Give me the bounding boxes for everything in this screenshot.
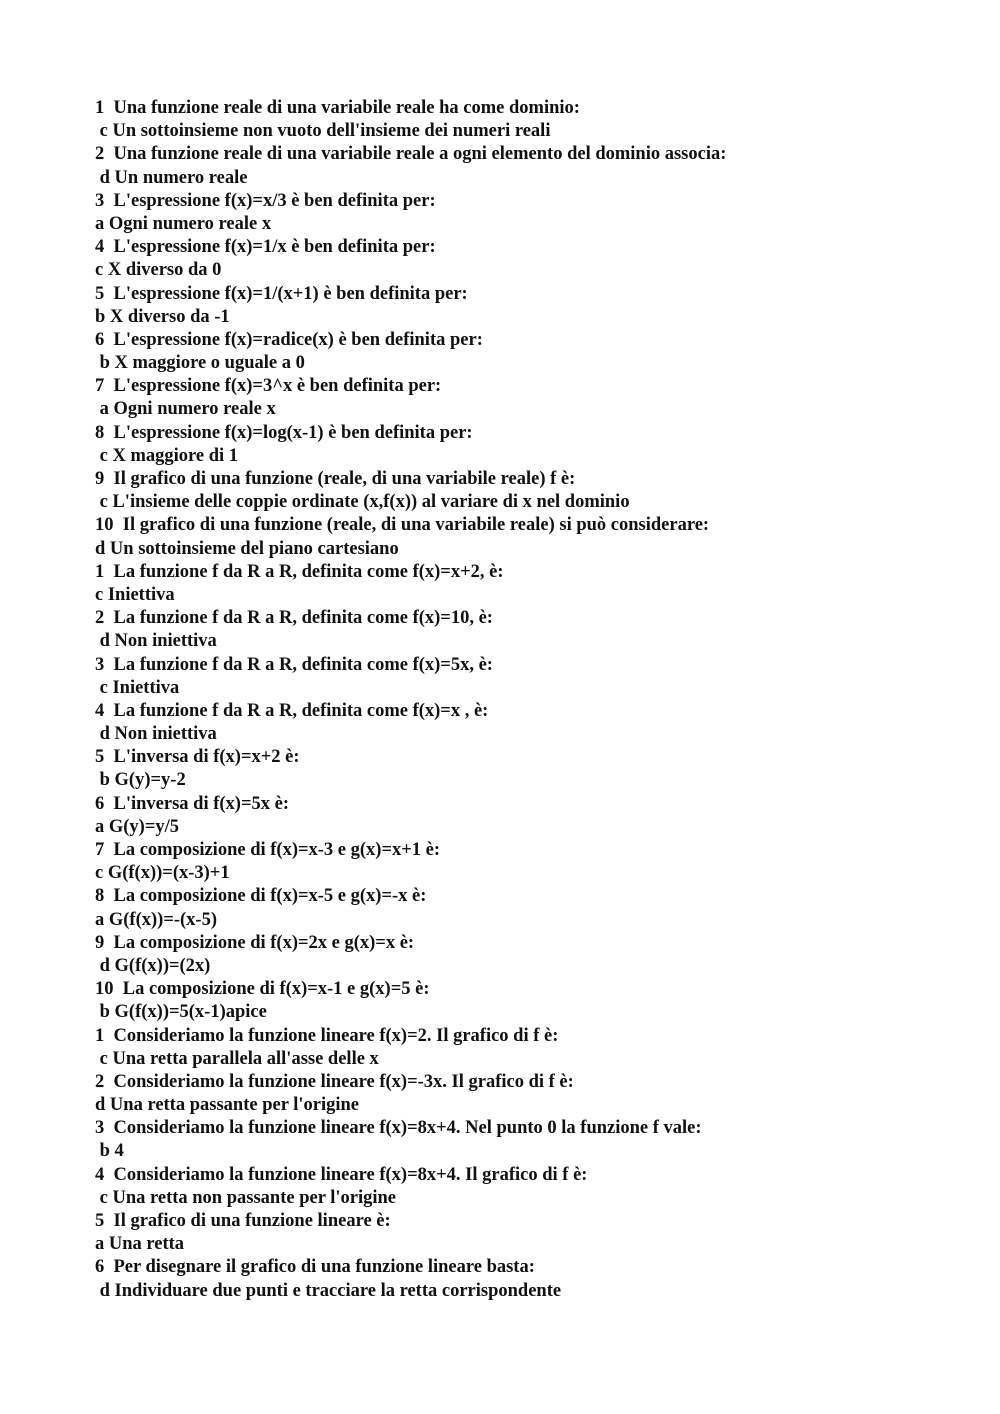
text-line: 5 Il grafico di una funzione lineare è: bbox=[95, 1211, 391, 1231]
text-line: 6 L'espressione f(x)=radice(x) è ben definita per: bbox=[95, 329, 483, 350]
text-line: c Una retta non passante per l'origine bbox=[95, 1187, 396, 1208]
text-line: c X diverso da 0 bbox=[95, 260, 222, 281]
text-line: b G(f(x))=5(x-1)apice bbox=[95, 1002, 267, 1023]
text-line: 3 Consideriamo la funzione lineare f(x)=8x+4. Nel punto 0 la funzione f vale: bbox=[95, 1118, 702, 1139]
text-line: d G(f(x))=(2x) bbox=[95, 955, 211, 976]
text-line: b 4 bbox=[95, 1141, 124, 1162]
text-line: 3 L'espressione f(x)=x/3 è ben definita per: bbox=[95, 190, 436, 211]
text-line: 5 L'espressione f(x)=1/(x+1) è ben definita per: bbox=[95, 283, 468, 304]
document-body bbox=[95, 97, 975, 1303]
text-line: d Non iniettiva bbox=[95, 631, 217, 652]
text-line: 6 Per disegnare il grafico di una funzione lineare basta: bbox=[95, 1257, 535, 1278]
text-line: 1 Consideriamo la funzione lineare f(x)=2. Il grafico di f è: bbox=[95, 1025, 559, 1046]
text-line: c Iniettiva bbox=[95, 677, 180, 698]
text-line: a Ogni numero reale x bbox=[95, 213, 272, 234]
text-line: 2 Una funzione reale di una variabile reale a ogni elemento del dominio associa: bbox=[95, 144, 727, 165]
text-line: 9 Il grafico di una funzione (reale, di una variabile reale) f è: bbox=[95, 469, 576, 489]
text-line: c Un sottoinsieme non vuoto dell'insieme dei numeri reali bbox=[95, 121, 551, 142]
text-line: a Ogni numero reale x bbox=[95, 399, 276, 420]
text-line: d Un numero reale bbox=[95, 167, 248, 188]
text-line: c Una retta parallela all'asse delle x bbox=[95, 1048, 379, 1069]
text-line: 4 Consideriamo la funzione lineare f(x)=8x+4. Il grafico di f è: bbox=[95, 1164, 588, 1185]
text-line: d Un sottoinsieme del piano cartesiano bbox=[95, 538, 399, 559]
text-line: 5 L'inversa di f(x)=x+2 è: bbox=[95, 747, 300, 768]
text-line: 9 La composizione di f(x)=2x e g(x)=x è: bbox=[95, 932, 415, 953]
text-line: a G(f(x))=-(x-5) bbox=[95, 909, 218, 930]
text-line: c X maggiore di 1 bbox=[95, 445, 239, 466]
text-line: b X diverso da -1 bbox=[95, 306, 230, 327]
text-line: d Non iniettiva bbox=[95, 724, 217, 745]
text-line: c G(f(x))=(x-3)+1 bbox=[95, 863, 230, 884]
text-line: 7 La composizione di f(x)=x-3 e g(x)=x+1 è: bbox=[95, 840, 441, 860]
text-line: 1 Una funzione reale di una variabile reale ha come dominio: bbox=[95, 98, 580, 118]
text-line: b X maggiore o uguale a 0 bbox=[95, 353, 305, 374]
text-line: 2 La funzione f da R a R, definita come f(x)=10, è: bbox=[95, 608, 493, 629]
text-line: 10 La composizione di f(x)=x-1 e g(x)=5 è: bbox=[95, 979, 430, 1000]
text-line: c L'insieme delle coppie ordinate (x,f(x)) al variare di x nel dominio bbox=[95, 492, 630, 513]
text-line: 3 La funzione f da R a R, definita come f(x)=5x, è: bbox=[95, 654, 493, 675]
text-line: d Una retta passante per l'origine bbox=[95, 1095, 359, 1116]
text-line: a G(y)=y/5 bbox=[95, 816, 180, 837]
text-line: d Individuare due punti e tracciare la retta corrispondente bbox=[95, 1280, 562, 1301]
text-line: 4 La funzione f da R a R, definita come f(x)=x , è: bbox=[95, 700, 489, 721]
text-line: c Iniettiva bbox=[95, 584, 175, 605]
text-line: b G(y)=y-2 bbox=[95, 770, 186, 791]
text-line: 1 La funzione f da R a R, definita come f(x)=x+2, è: bbox=[95, 561, 504, 582]
text-line: 6 L'inversa di f(x)=5x è: bbox=[95, 793, 289, 814]
text-line: 10 Il grafico di una funzione (reale, di una variabile reale) si può considerare: bbox=[95, 515, 710, 536]
text-line: 7 L'espressione f(x)=3^x è ben definita per: bbox=[95, 376, 442, 397]
text-line: 4 L'espressione f(x)=1/x è ben definita per: bbox=[95, 237, 436, 258]
text-line: 2 Consideriamo la funzione lineare f(x)=-3x. Il grafico di f è: bbox=[95, 1071, 574, 1092]
text-line: 8 L'espressione f(x)=log(x-1) è ben definita per: bbox=[95, 422, 473, 443]
text-line: 8 La composizione di f(x)=x-5 e g(x)=-x è: bbox=[95, 886, 427, 907]
text-line: a Una retta bbox=[95, 1234, 185, 1255]
